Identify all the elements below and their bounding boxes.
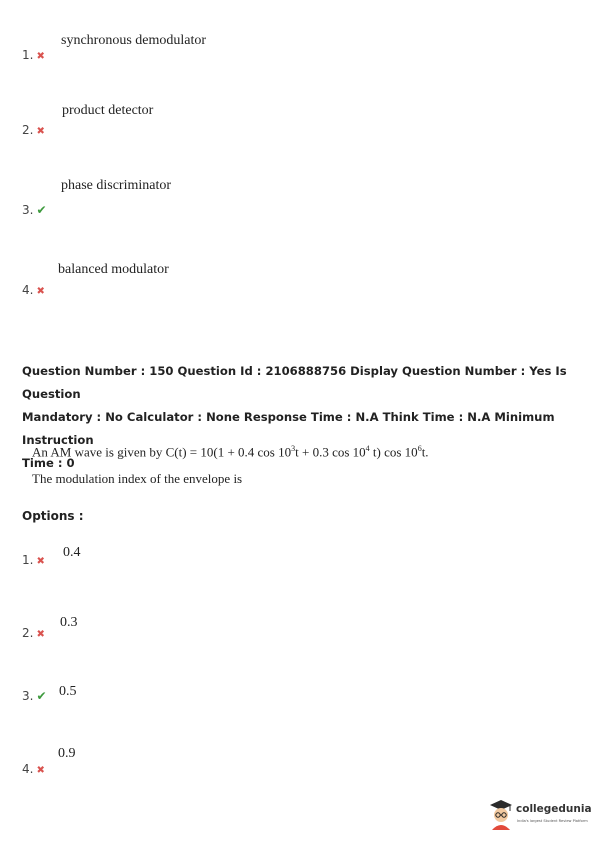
option-text: synchronous demodulator <box>61 33 207 48</box>
option-text: product detector <box>62 103 154 118</box>
wrong-mark-icon: ✖ <box>36 556 45 567</box>
question-text-line: The modulation index of the envelope is <box>32 471 243 486</box>
option-text: balanced modulator <box>58 262 169 277</box>
option-number: 4. ✖ <box>22 283 45 297</box>
brand-name: collegedunia <box>516 803 592 815</box>
option-text: 0.5 <box>59 684 77 699</box>
metadata-line: Mandatory : No Calculator : None Response Time : N.A Think Time : N.A Minimum Instruction <box>22 410 555 447</box>
option-text: 0.4 <box>63 545 81 560</box>
option-number: 3. ✔ <box>22 203 47 217</box>
option-number: 1. ✖ <box>22 553 45 567</box>
option-text: 0.3 <box>60 615 78 630</box>
brand-tagline: India's largest Student Review Platform <box>517 819 588 823</box>
collegedunia-logo <box>488 798 592 832</box>
metadata-line: Question Number : 150 Question Id : 2106888756 Display Question Number : Yes Is Question <box>22 364 567 401</box>
option-text: phase discriminator <box>61 178 172 193</box>
metadata-line: Time : 0 <box>22 456 75 470</box>
question-stem: An AM wave is given by C(t) = 10(1 + 0.4 $\cos 10^3t + 0.3$ $\cos 10^4$ t) $\cos 10^6t$. <box>32 444 429 460</box>
wrong-mark-icon: ✖ <box>36 51 45 62</box>
wrong-mark-icon: ✖ <box>36 629 45 640</box>
option-number: 4. ✖ <box>22 762 45 776</box>
option-number: 1. ✖ <box>22 48 45 62</box>
options-label: Options : <box>22 509 84 523</box>
check-mark-icon: ✔ <box>36 689 47 703</box>
wrong-mark-icon: ✖ <box>36 286 45 297</box>
student-avatar-icon <box>488 798 514 830</box>
option-number: 2. ✖ <box>22 626 45 640</box>
wrong-mark-icon: ✖ <box>36 765 45 776</box>
wrong-mark-icon: ✖ <box>36 126 45 137</box>
option-text: 0.9 <box>58 746 76 761</box>
option-number: 3. ✔ <box>22 689 47 703</box>
check-mark-icon: ✔ <box>36 203 47 217</box>
option-number: 2. ✖ <box>22 123 45 137</box>
